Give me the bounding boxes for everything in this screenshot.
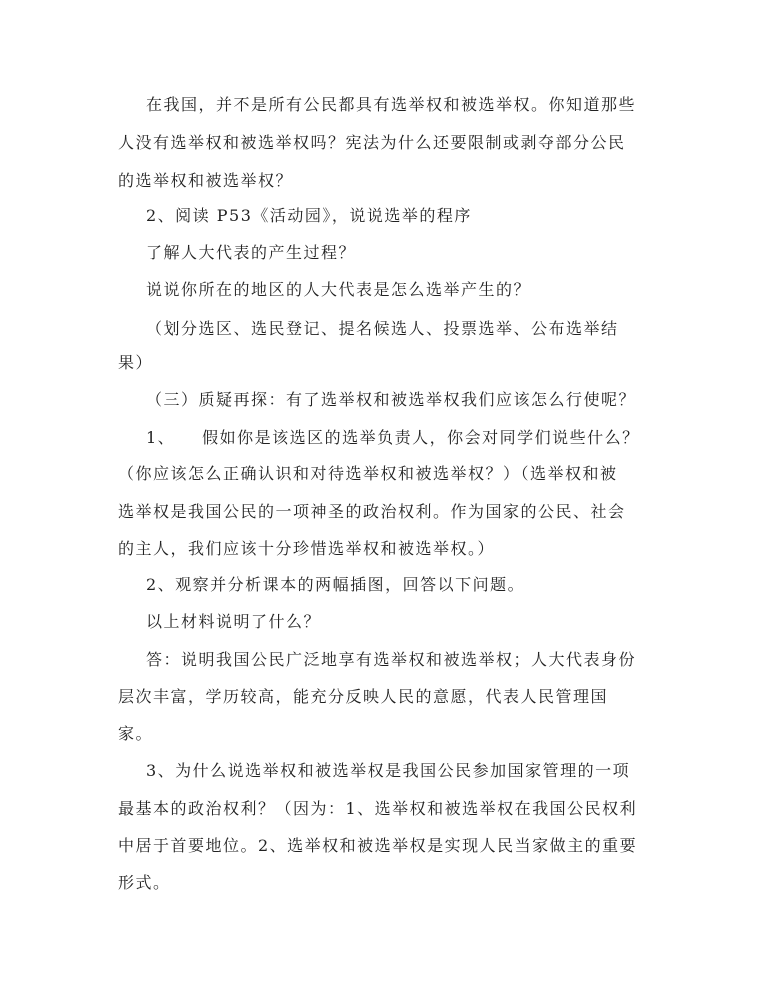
text-line: 3、为什么说选举权和被选举权是我国公民参加国家管理的一项 bbox=[146, 761, 631, 780]
text-line: 的主人，我们应该十分珍惜选举权和被选举权。） bbox=[118, 539, 496, 558]
text-line: 果） bbox=[118, 353, 154, 372]
text-line: 1、 假如你是该选区的选举负责人，你会对同学们说些什么？ bbox=[146, 428, 640, 447]
text-line: 2、观察并分析课本的两幅插图，回答以下问题。 bbox=[146, 575, 526, 594]
text-line: 层次丰富，学历较高，能充分反映人民的意愿，代表人民管理国 bbox=[118, 687, 609, 706]
text-line: 的选举权和被选举权？ bbox=[118, 171, 294, 190]
text-line: （划分选区、选民登记、提名候选人、投票选举、公布选举结 bbox=[146, 319, 619, 338]
text-line: 中居于首要地位。2、选举权和被选举权是实现人民当家做主的重要 bbox=[118, 836, 638, 855]
text-line: 答：说明我国公民广泛地享有选举权和被选举权；人大代表身份 bbox=[146, 650, 637, 669]
text-line: 2、阅读 P53《活动园》，说说选举的程序 bbox=[146, 206, 472, 225]
text-line: 了解人大代表的产生过程？ bbox=[146, 243, 357, 262]
text-line: 以上材料说明了什么？ bbox=[146, 612, 322, 631]
text-line: 说说你所在的地区的人大代表是怎么选举产生的？ bbox=[146, 280, 532, 299]
text-line: 形式。 bbox=[118, 873, 171, 892]
text-line: 人没有选举权和被选举权吗？宪法为什么还要限制或剥夺部分公民 bbox=[118, 133, 626, 152]
text-line: 在我国，并不是所有公民都具有选举权和被选举权。你知道那些 bbox=[146, 95, 637, 114]
text-line: 最基本的政治权利？（因为：1、选举权和被选举权在我国公民权利 bbox=[118, 799, 638, 818]
text-line: （三）质疑再探：有了选举权和被选举权我们应该怎么行使呢？ bbox=[146, 390, 637, 409]
text-line: 家。 bbox=[118, 724, 154, 743]
text-line: 选举权是我国公民的一项神圣的政治权利。作为国家的公民、社会 bbox=[118, 502, 626, 521]
text-line: （你应该怎么正确认识和对待选举权和被选举权？）（选举权和被 bbox=[118, 464, 618, 483]
